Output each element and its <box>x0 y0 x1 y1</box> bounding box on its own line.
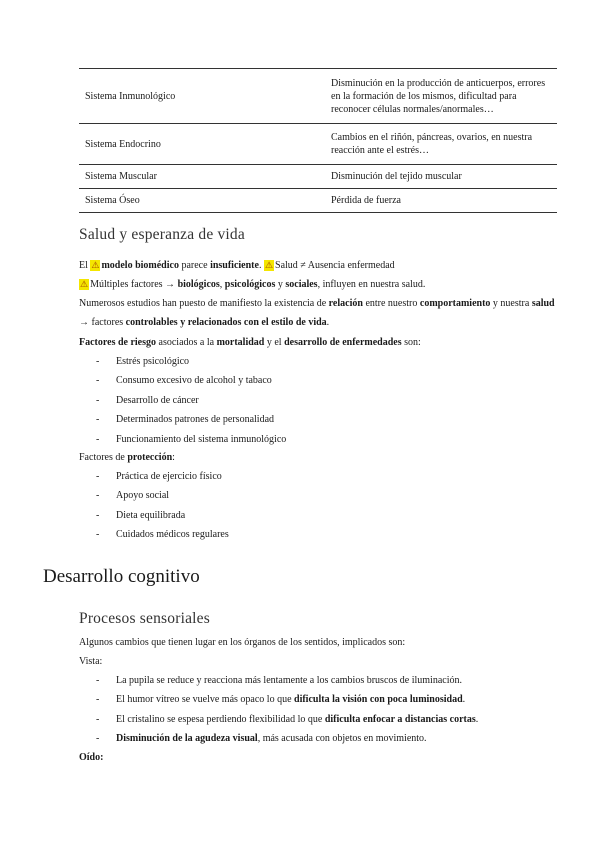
table-row <box>79 165 557 189</box>
section-heading-cognitivo: Desarrollo cognitivo <box>43 566 200 587</box>
section-heading-salud: Salud y esperanza de vida <box>79 226 245 243</box>
list-item: - El humor vítreo se vuelve más opaco lo que dificulta la visión con poca luminosidad. <box>79 690 559 709</box>
list-item: - Práctica de ejercicio físico <box>79 467 559 486</box>
table-row <box>79 124 557 165</box>
list-item: - El cristalino se espesa perdiendo flexibilidad lo que dificulta enfocar a distancias cortas. <box>79 710 559 729</box>
paragraph-modelo-biomedico: El ⚠ modelo biomédico parece insuficiente. ⚠ Salud ≠ Ausencia enfermedad <box>79 260 395 271</box>
warning-icon: ⚠ <box>80 279 89 289</box>
paragraph-intro-sentidos: Algunos cambios que tienen lugar en los órganos de los sentidos, implicados son: <box>79 637 406 648</box>
aging-systems-table <box>79 68 557 213</box>
warning-icon: ⚠ <box>264 260 274 270</box>
table-row <box>79 69 557 124</box>
list-item: - Desarrollo de cáncer <box>79 391 559 410</box>
system-name: Sistema Muscular <box>85 171 157 182</box>
list-item: - Apoyo social <box>79 486 559 505</box>
list-item: - Cuidados médicos regulares <box>79 525 559 544</box>
subsection-heading-sensoriales: Procesos sensoriales <box>79 610 210 627</box>
table-row <box>79 189 557 213</box>
vista-list <box>79 671 559 749</box>
list-item: - Consumo excesivo de alcohol y tabaco <box>79 371 559 390</box>
system-name: Sistema Inmunológico <box>85 90 176 102</box>
list-item: - Determinados patrones de personalidad <box>79 410 559 429</box>
list-item: - Disminución de la agudeza visual, más acusada con objetos en movimiento. <box>79 729 559 748</box>
system-effect: Disminución en la producción de anticuerpos, errores en la formación de los mismos, dificultad para reconocer células normales/anormales… <box>331 77 546 115</box>
paragraph-multiples-factores: ⚠ Múltiples factores → biológicos, psicológicos y sociales, influyen en nuestra salud. <box>80 279 426 290</box>
list-item: - Estrés psicológico <box>79 352 559 371</box>
paragraph-estudios: Numerosos estudios han puesto de manifiesto la existencia de relación entre nuestro comportamiento y nuestra salud → factores controlables y relacionados con el estilo de vida. <box>79 298 555 329</box>
list-item: - Dieta equilibrada <box>79 506 559 525</box>
risk-factors-list <box>79 352 559 449</box>
list-item: - La pupila se reduce y reacciona más lentamente a los cambios bruscos de iluminación. <box>79 671 559 690</box>
paragraph-factores-proteccion: Factores de protección: <box>79 452 175 463</box>
label-oido: Oído: <box>79 752 104 763</box>
list-item: - Funcionamiento del sistema inmunológico <box>79 430 559 449</box>
system-effect: Cambios en el riñón, páncreas, ovarios, en nuestra reacción ante el estrés… <box>331 132 533 156</box>
system-effect: Disminución del tejido muscular <box>331 171 462 182</box>
protection-factors-list <box>79 467 559 545</box>
warning-icon: ⚠ <box>91 260 100 270</box>
system-effect: Pérdida de fuerza <box>331 195 401 206</box>
system-name: Sistema Endocrino <box>85 138 161 150</box>
paragraph-factores-riesgo: Factores de riesgo asociados a la mortalidad y el desarrollo de enfermedades son: <box>79 337 421 348</box>
label-vista: Vista: <box>79 656 103 667</box>
system-name: Sistema Óseo <box>85 195 140 206</box>
